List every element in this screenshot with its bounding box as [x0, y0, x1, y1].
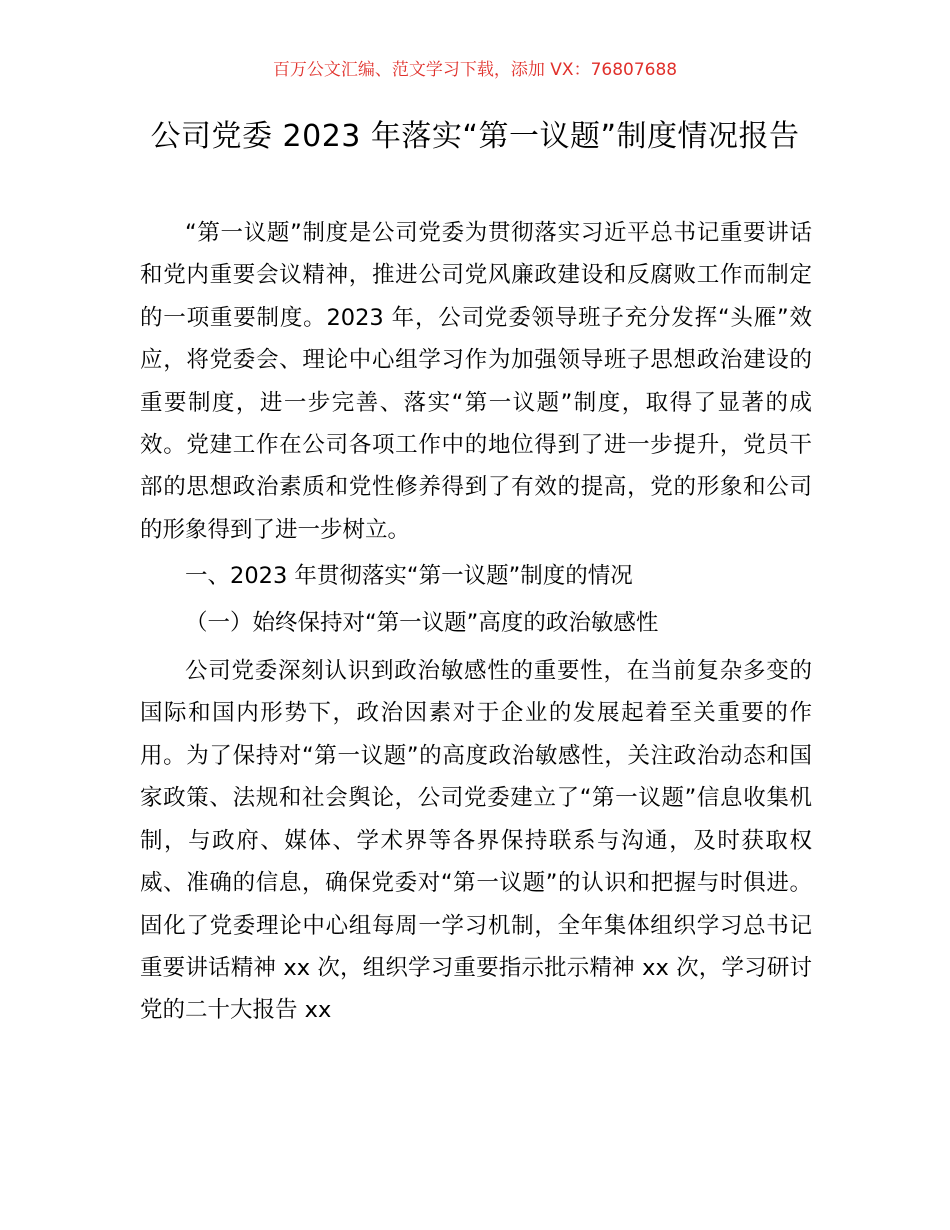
intro-paragraph: “第一议题”制度是公司党委为贯彻落实习近平总书记重要讲话和党内重要会议精神，推进公司党风廉政建设和反腐败工作而制定的一项重要制度。2023 年，公司党委领导班子充分发挥“头雁”效应，将党委会、理论中心组学习作为加强领导班子思想政治建设的重要制度，进一步完善、落实“第一议题”制度，取得了显著的成效。党建工作在公司各项工作中的地位得到了进一步提升，党员干部的思想政治素质和党性修养得到了有效的提高，党的形象和公司的形象得到了进一步树立。	[140, 220, 812, 543]
subsection-heading-1: （一）始终保持对“第一议题”高度的政治敏感性	[185, 609, 659, 636]
subsection-body-1: 公司党委深刻认识到政治敏感性的重要性，在当前复杂多变的国际和国内形势下，政治因素对于企业的发展起着至关重要的作用。为了保持对“第一议题”的高度政治敏感性，关注政治动态和国家政策、法规和社会舆论，公司党委建立了“第一议题”信息收集机制，与政府、媒体、学术界等各界保持联系与沟通，及时获取权威、准确的信息，确保党委对“第一议题”的认识和把握与时俱进。固化了党委理论中心组每周一学习机制，全年集体组织学习总书记重要讲话精神 xx 次，组织学习重要指示批示精神 xx 次，学习研讨党的二十大报告 xx	[140, 658, 812, 1024]
document-body	[140, 212, 812, 1032]
section-heading-1: 一、2023 年贯彻落实“第一议题”制度的情况	[185, 563, 633, 590]
document-title: 公司党委 2023 年落实“第一议题”制度情况报告	[150, 119, 800, 154]
header-promo-note: 百万公文汇编、范文学习下载，添加 VX：76807688	[272, 60, 678, 80]
